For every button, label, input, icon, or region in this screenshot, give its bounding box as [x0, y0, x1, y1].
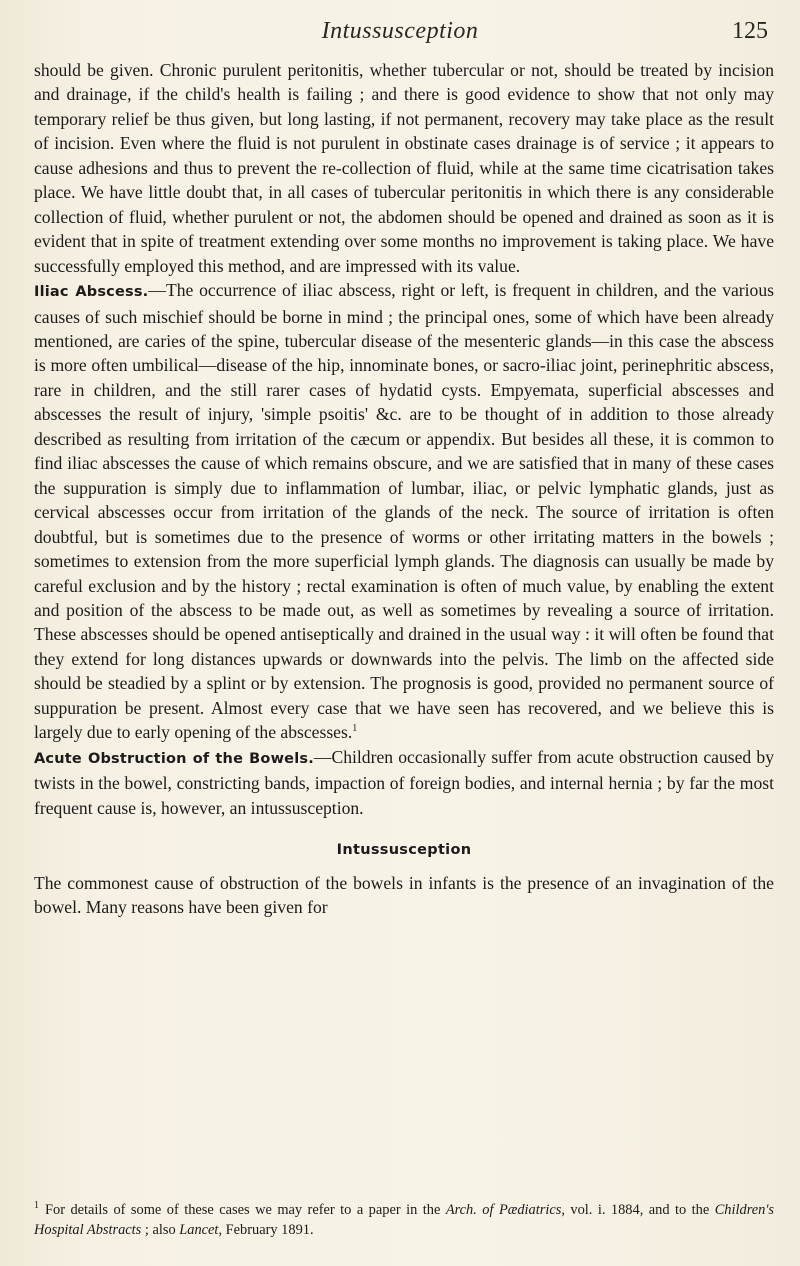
acute-obstruction-heading: Acute Obstruction of the Bowels. — [34, 750, 314, 767]
acute-obstruction-body: —Children occasionally suffer from acute obstruction caused by twists in the bowel, constricting bands, impaction of foreign bodies, and internal hernia ; by far the most frequent cause is, however, an intussusception. — [34, 746, 774, 818]
footnote-mark: 1 — [34, 1200, 39, 1212]
footnote-reference: 1 — [352, 723, 358, 735]
footnote-text-b: , vol. i. 1884, and to the — [561, 1202, 715, 1218]
running-head-title: Intussusception — [321, 18, 479, 44]
running-head — [0, 18, 800, 58]
footnote — [34, 1200, 774, 1240]
footnote-ref-arch-paediatrics: Arch. of Pædiatrics — [445, 1202, 562, 1218]
paragraph-intussusception: The commonest cause of obstruction of the bowels in infants is the presence of an invagination of the bowel. Many reasons have been given for — [34, 872, 774, 917]
paragraph-peritonitis: should be given. Chronic purulent peritonitis, whether tubercular or not, should be treated by incision and drainage, if the child's health is failing ; and there is good evidence to show that not only may temporary relief be thus given, but long lasting, if not permanent, recovery may take place as the result of incision. Even where the fluid is not purulent in obstinate cases drainage is of service ; it appears to cause adhesions and thus to prevent the re-collection of fluid, while at the same time cicatrisation takes place. We have little doubt that, in all cases of tubercular peritonitis in which there is any considerable collection of fluid, whether purulent or not, the abdomen should be opened and drained as soon as it is evident that in spite of treatment extending over some months no improvement is taking place. We have successfully employed this method, and are impressed with its value. — [34, 60, 774, 276]
paragraph-iliac-abscess — [34, 278, 774, 745]
footnote-ref-childrens-hospital: Children's Hospital Abstracts — [34, 1202, 775, 1238]
footnote-text-a: For details of some of these cases we may refer to a paper in the — [45, 1202, 446, 1218]
footnote-text-d: , February 1891. — [218, 1222, 314, 1238]
section-heading-intussusception: Intussusception — [336, 842, 472, 859]
page-number: 125 — [732, 18, 768, 44]
footnote-ref-lancet: Lancet — [179, 1222, 219, 1238]
iliac-abscess-body: —The occurrence of iliac abscess, right or left, is frequent in children, and the various causes of such mischief should be borne in mind ; the principal ones, some of which have been already mentioned, are caries of the spine, tubercular disease of the mesenteric glands—in this case the abscess is more often umbilical—disease of the hip, innominate bones, or sacro-iliac joint, perinephritic abscess, rare in children, and the still rarer cases of hydatid cysts. Empyemata, superficial abscesses and abscesses the result of injury, 'simple psoitis' &c. are to be thought of in addition to those already described as resulting from irritation of the cæcum or appendix. But besides all these, it is common to find iliac abscesses the cause of which remains obscure, and we are satisfied that in many of these cases the suppuration is simply due to inflammation of lumbar, iliac, or pelvic lymphatic glands, just as cervical abscesses occur from irritation of the glands of the neck. The source of irritation is often doubtful, but is sometimes due to the presence of worms or other irritating matters in the bowels ; sometimes to extension from the more superficial lymph glands. The diagnosis can usually be made by careful exclusion and by the history ; rectal examination is often of much value, by enabling the extent and position of the abscess to be made out, as well as sometimes by revealing a source of irritation. These abscesses should be opened antiseptically and drained in the usual way : it will often be found that they extend for long distances upwards or downwards into the pelvis. The limb on the affected side should be steadied by a splint or by extension. The prognosis is good, provided no permanent source of suppuration be present. Almost every case that we have seen has recovered, and we believe this is largely due to early opening of the abscesses. — [34, 280, 774, 743]
body-text — [34, 58, 774, 919]
footnote-text-c: ; also — [141, 1222, 180, 1238]
paragraph-acute-obstruction — [34, 745, 774, 820]
iliac-abscess-heading: Iliac Abscess. — [34, 284, 149, 301]
